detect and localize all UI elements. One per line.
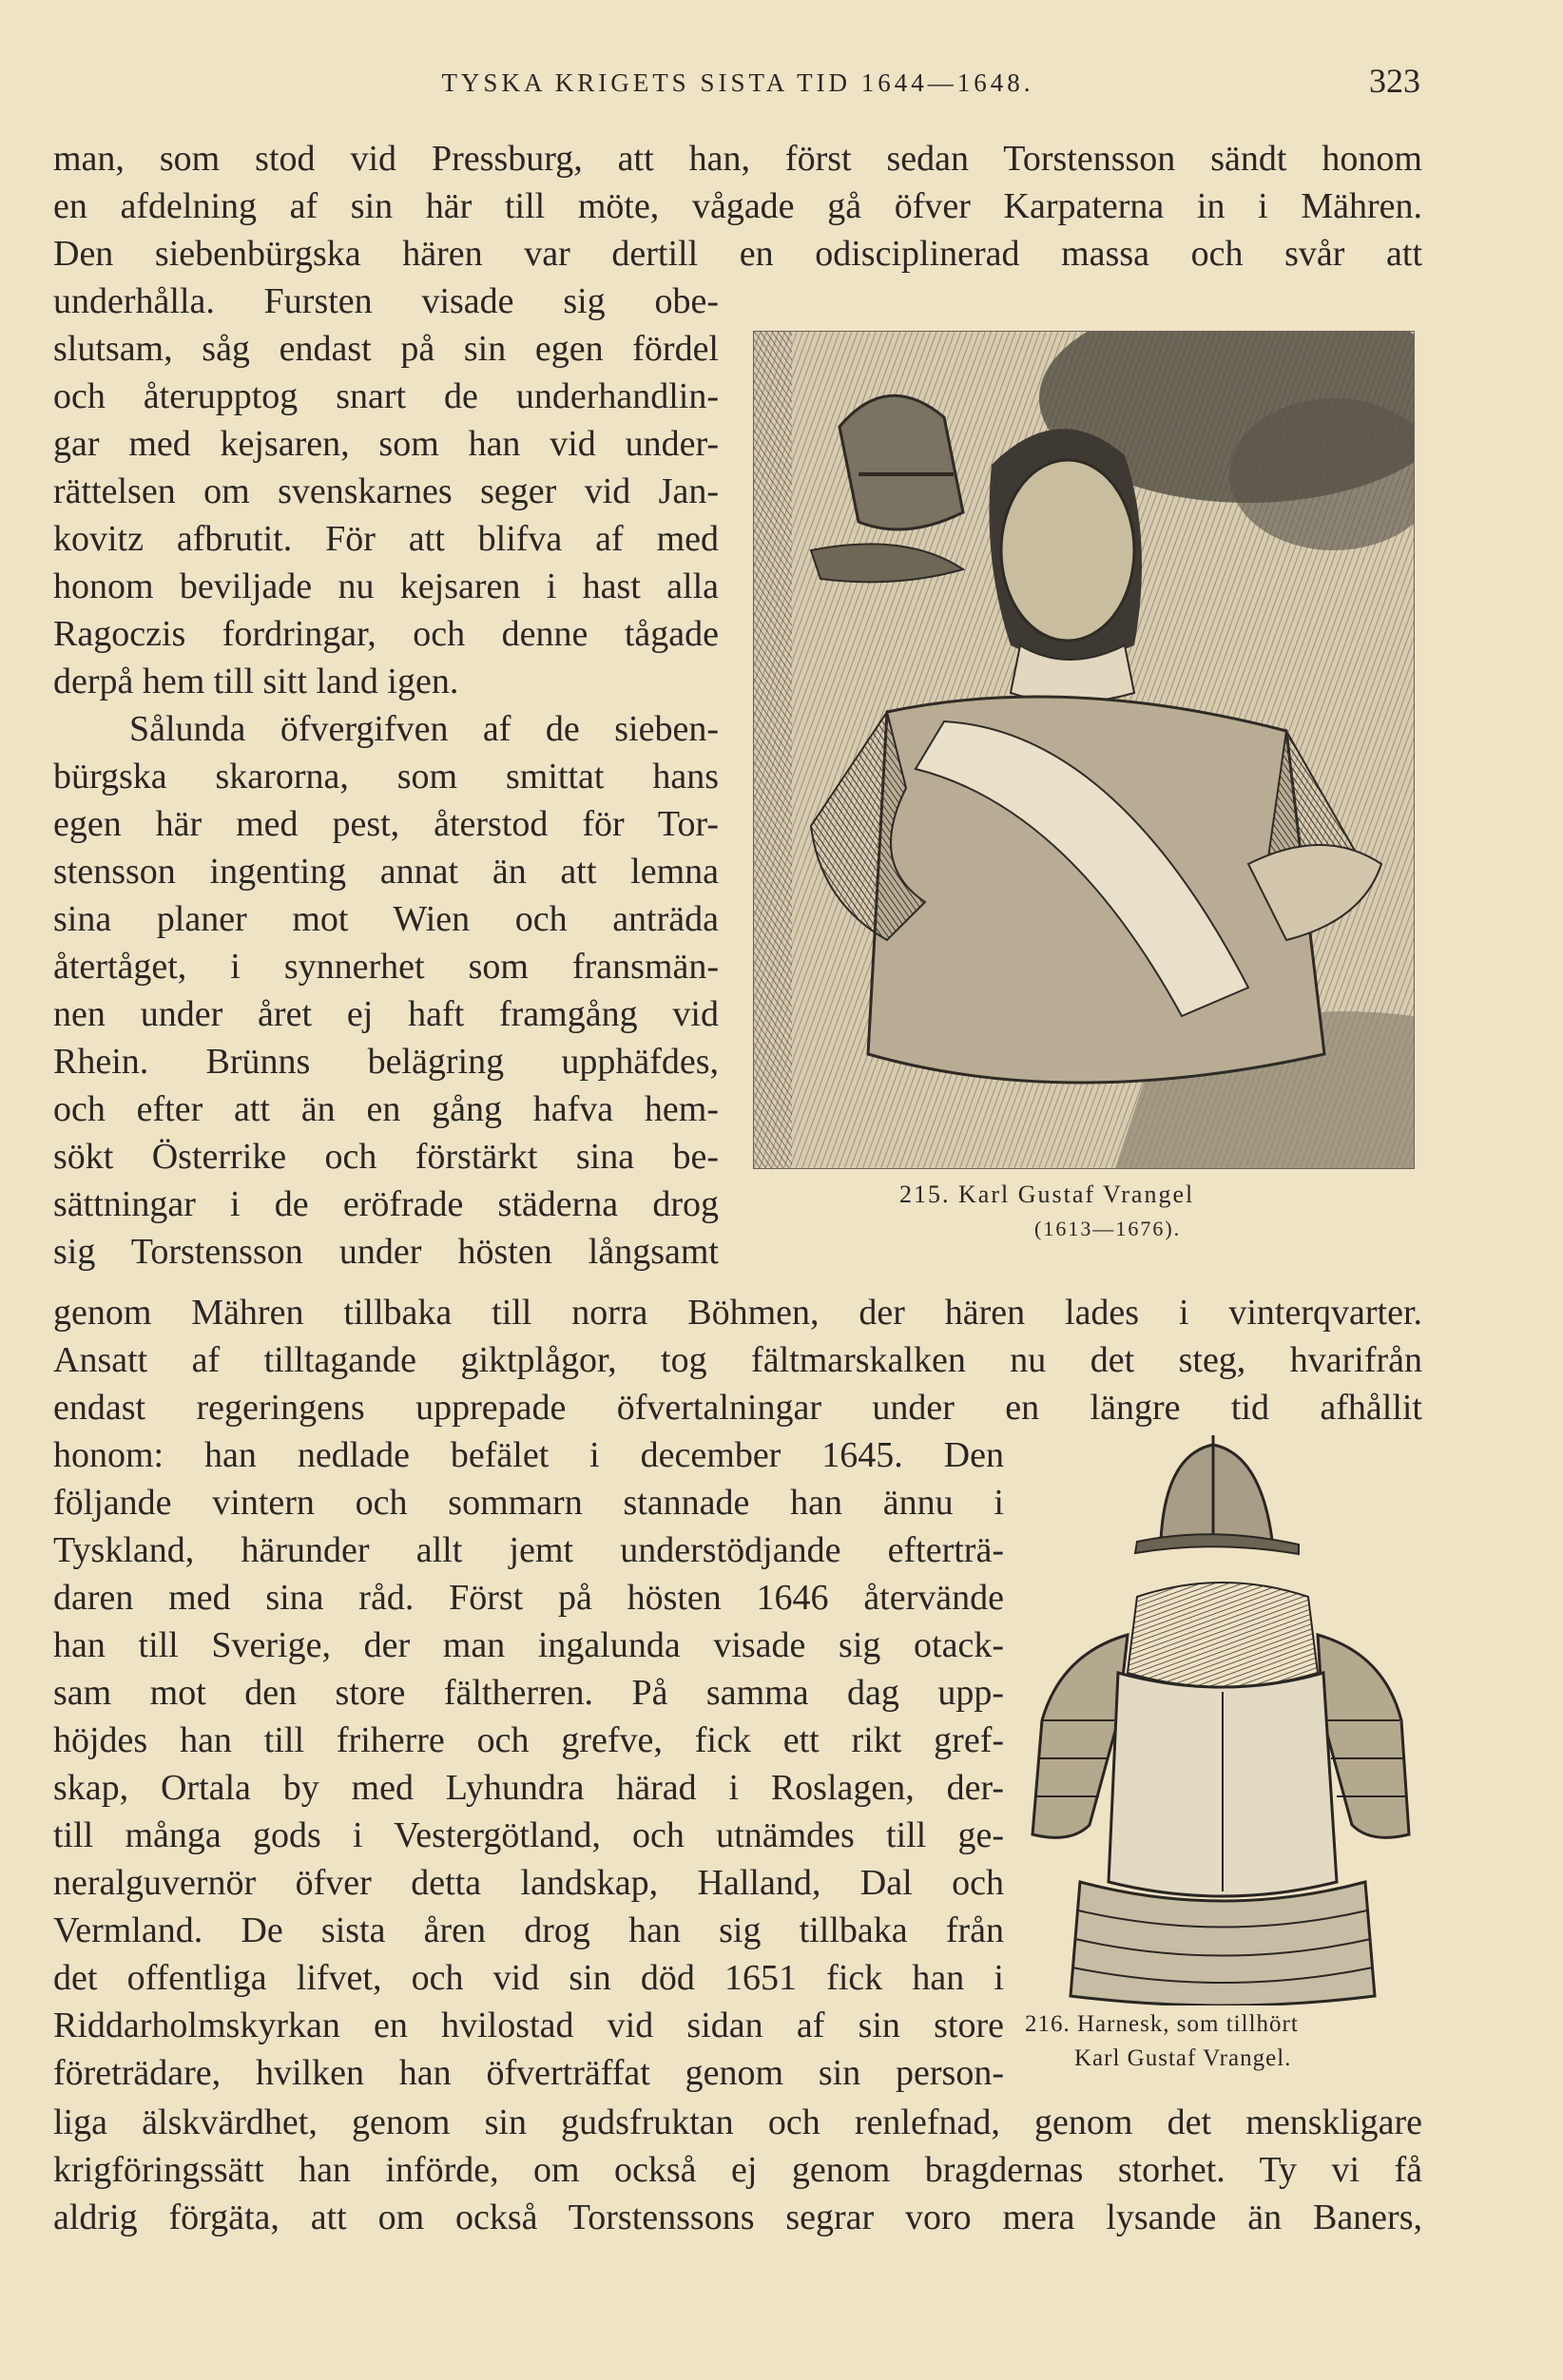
text-column-beside-armour (53, 1431, 1004, 2097)
text-line: sam mot den store fältherren. På samma dag upp- (53, 1673, 1004, 1713)
text-line: aldrig förgäta, att om också Torstenssons segrar voro mera lysande än Baners, (53, 2198, 1422, 2237)
text-line: sökt Österrike och förstärkt sina be- (53, 1137, 719, 1177)
text-line: honom: han nedlade befälet i december 1645. Den (53, 1435, 1004, 1475)
text-line: Ansatt af tilltagande giktplågor, tog fältmarskalken nu det steg, hvarifrån (53, 1340, 1422, 1380)
text-line: gar med kejsaren, som han vid under- (53, 424, 719, 464)
running-header: TYSKA KRIGETS SISTA TID 1644—1648. (441, 68, 1034, 97)
figure-215-caption: 215. Karl Gustaf Vrangel (899, 1180, 1195, 1208)
text-line: följande vintern och sommarn stannade han ännu i (53, 1483, 1004, 1523)
text-line: han till Sverige, der man ingalunda visade sig otack- (53, 1625, 1004, 1665)
portrait-illustration (753, 331, 1415, 1169)
text-line: Sålunda öfvergifven af de sieben- (129, 709, 719, 749)
engraved-portrait-image (754, 332, 1414, 1168)
armour-illustration (1023, 1435, 1415, 2006)
text-line: daren med sina råd. Först på hösten 1646 återvände (53, 1578, 1004, 1618)
text-column-beside-portrait (53, 278, 719, 1276)
text-line: återtåget, i synnerhet som fransmän- (53, 947, 719, 987)
text-line: kovitz afbrutit. För att blifva af med (53, 519, 719, 559)
text-line: Tyskland, härunder allt jemt understödjande efterträ- (53, 1530, 1004, 1570)
paragraph-middle (53, 1289, 1422, 1431)
text-line: höjdes han till friherre och grefve, fick ett rikt gref- (53, 1720, 1004, 1760)
text-line: till många gods i Vestergötland, och utnämdes till ge- (53, 1815, 1004, 1855)
text-line: krigföringssätt han införde, om också ej genom bragdernas storhet. Ty vi få (53, 2150, 1422, 2190)
text-line: skap, Ortala by med Lyhundra härad i Roslagen, der- (53, 1768, 1004, 1808)
text-line: man, som stod vid Pressburg, att han, först sedan Torstensson sändt honom (53, 139, 1422, 179)
text-line: bürgska skarorna, som smittat hans (53, 757, 719, 797)
text-line: genom Mähren tillbaka till norra Böhmen, der hären lades i vinterqvarter. (53, 1293, 1422, 1333)
text-line: Den siebenbürgska hären var dertill en odisciplinerad massa och svår att (53, 234, 1422, 274)
text-line: Rhein. Brünns belägring upphäfdes, (53, 1042, 719, 1082)
figure-216-caption: 216. Harnesk, som tillhört (1025, 2011, 1299, 2037)
harness-engraving-image (1023, 1435, 1415, 2006)
text-line: företrädare, hvilken han öfverträffat genom sin person- (53, 2053, 1004, 2093)
text-line: slutsam, såg endast på sin egen fördel (53, 329, 719, 369)
text-line: liga älskvärdhet, genom sin gudsfruktan och renlefnad, genom det menskligare (53, 2102, 1422, 2142)
text-line: sig Torstensson under hösten långsamt (53, 1232, 719, 1272)
text-line: Vermland. De sista åren drog han sig tillbaka från (53, 1910, 1004, 1950)
text-line: rättelsen om svenskarnes seger vid Jan- (53, 471, 719, 511)
page-number: 323 (1369, 62, 1420, 100)
text-line: sättningar i de eröfrade städerna drog (53, 1184, 719, 1224)
text-line: det offentliga lifvet, och vid sin död 1651 fick han i (53, 1958, 1004, 1998)
text-line: neralguvernör öfver detta landskap, Halland, Dal och (53, 1863, 1004, 1903)
text-line: underhålla. Fursten visade sig obe- (53, 281, 719, 321)
text-line: Ragoczis fordringar, och denne tågade (53, 614, 719, 654)
text-line: Riddarholmskyrkan en hvilostad vid sidan af sin store (53, 2006, 1004, 2045)
text-line: derpå hem till sitt land igen. (53, 662, 459, 701)
text-line: och efter att än en gång hafva hem- (53, 1089, 719, 1129)
figure-216-caption-line2: Karl Gustaf Vrangel. (1074, 2045, 1292, 2071)
paragraph-bottom (53, 2099, 1422, 2241)
text-line: honom beviljade nu kejsaren i hast alla (53, 566, 719, 606)
text-line: egen här med pest, återstod för Tor- (53, 804, 719, 844)
text-line: en afdelning af sin här till möte, vågade gå öfver Karpaterna in i Mähren. (53, 186, 1422, 226)
text-line: nen under året ej haft framgång vid (53, 994, 719, 1034)
text-line: endast regeringens upprepade öfvertalningar under en längre tid afhållit (53, 1388, 1422, 1428)
text-line: och återupptog snart de underhandlin- (53, 376, 719, 416)
paragraph-top (53, 135, 1422, 278)
text-line: sina planer mot Wien och anträda (53, 899, 719, 939)
figure-215-dates: (1613—1676). (1034, 1217, 1182, 1240)
text-line: stensson ingenting annat än att lemna (53, 852, 719, 892)
